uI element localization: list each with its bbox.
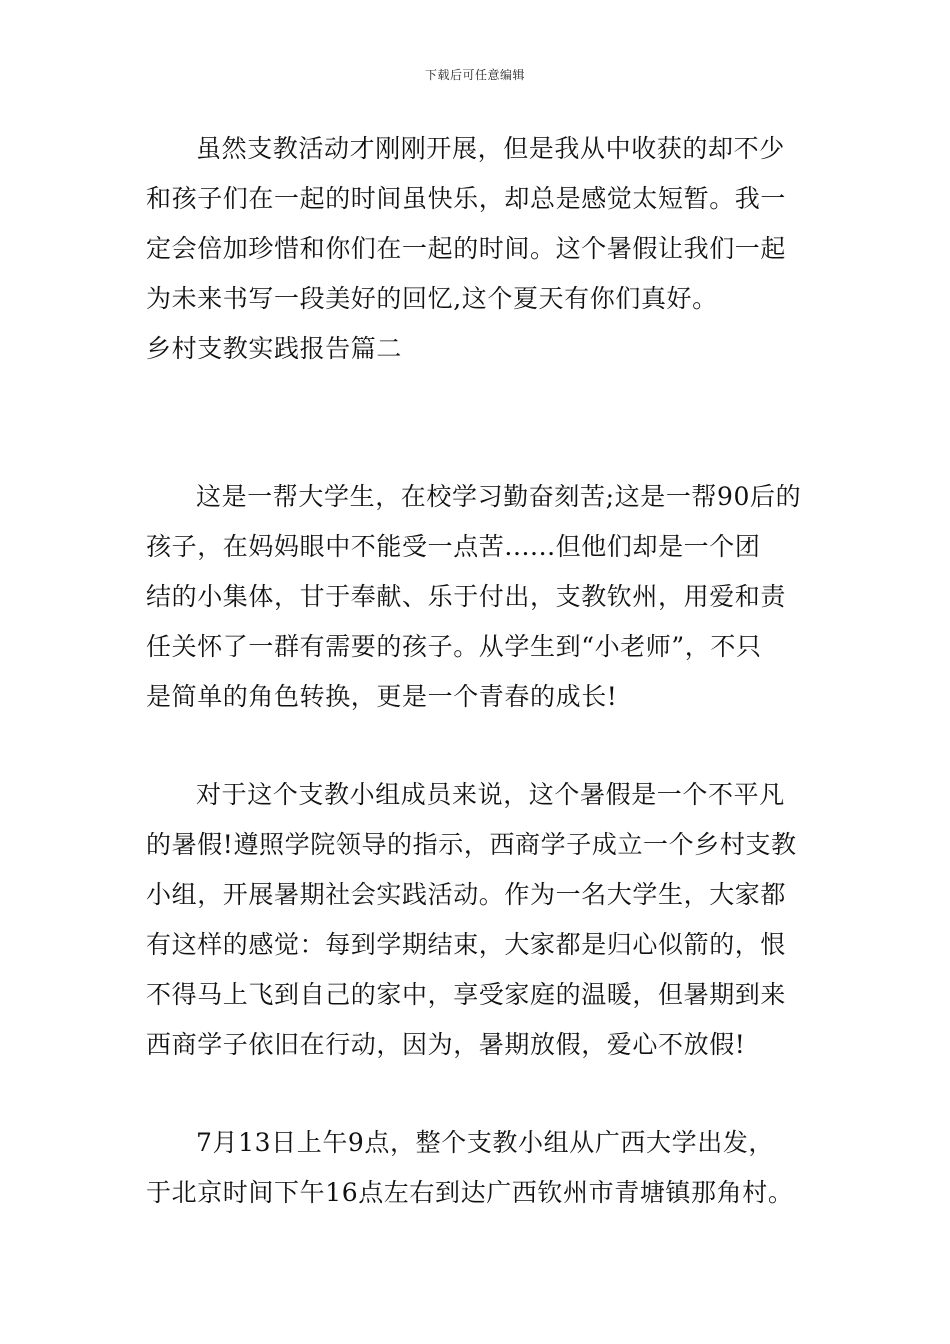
- text-line: 结的小集体，甘于奉献、乐于付出，支教钦州，用爱和责: [146, 582, 787, 611]
- text-line: 孩子，在妈妈眼中不能受一点苦......但他们却是一个团: [146, 532, 761, 561]
- text-line: 有这样的感觉：每到学期结束，大家都是归心似箭的，恨: [146, 930, 787, 959]
- text-line: 是简单的角色转换，更是一个青春的成长!: [146, 682, 618, 711]
- text-line: 任关怀了一群有需要的孩子。从学生到“小老师”，不只: [146, 632, 762, 661]
- text-line: 虽然支教活动才刚刚开展，但是我从中收获的却不少: [196, 134, 785, 163]
- text-line: 西商学子依旧在行动，因为，暑期放假，爱心不放假!: [146, 1030, 746, 1059]
- text-line: 7月13日上午9点，整个支教小组从广西大学出发，: [196, 1128, 775, 1157]
- text-line: 和孩子们在一起的时间虽快乐，却总是感觉太短暂。我一: [146, 184, 787, 213]
- section-heading: 乡村支教实践报告篇二: [146, 334, 403, 363]
- text-line: 定会倍加珍惜和你们在一起的时间。这个暑假让我们一起: [146, 234, 787, 263]
- text-line: 的暑假!遵照学院领导的指示，西商学子成立一个乡村支教: [146, 830, 797, 859]
- page-header: 下载后可任意编辑: [424, 68, 525, 82]
- text-line: 为未来书写一段美好的回忆,这个夏天有你们真好。: [146, 284, 718, 313]
- text-line: 小组，开展暑期社会实践活动。作为一名大学生，大家都: [146, 880, 787, 909]
- text-line: 对于这个支教小组成员来说，这个暑假是一个不平凡: [196, 780, 785, 809]
- text-line: 于北京时间下午16点左右到达广西钦州市青塘镇那角村。: [146, 1178, 794, 1207]
- text-line: 不得马上飞到自己的家中，享受家庭的温暖，但暑期到来: [146, 980, 787, 1009]
- text-line: 这是一帮大学生，在校学习勤奋刻苦;这是一帮90后的: [196, 482, 802, 511]
